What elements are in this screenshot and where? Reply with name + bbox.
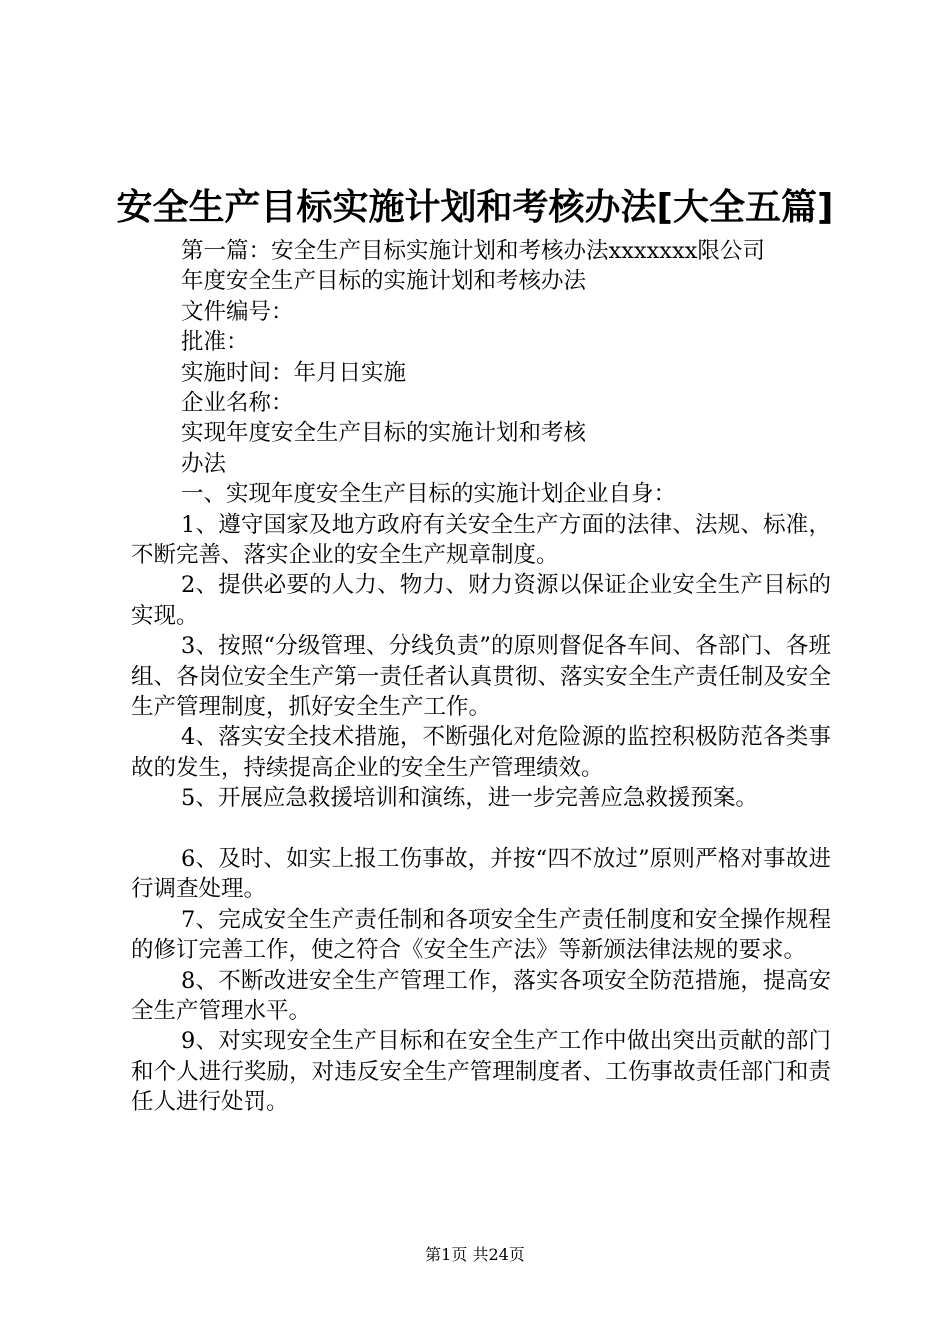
body-line: 实现年度安全生产目标的实施计划和考核 — [181, 420, 587, 447]
list-item: 5、开展应急救援培训和演练，进一步完善应急救援预案。 — [181, 785, 758, 812]
list-item: 1、遵守国家及地方政府有关安全生产方面的法律、法规、标准，不断完善、落实企业的安全生产规章制度。 — [131, 511, 831, 568]
list-item: 7、完成安全生产责任制和各项安全生产责任制度和安全操作规程的修订完善工作，使之符合《安全生产法》等新颁法律法规的要求。 — [131, 906, 831, 964]
list-item: 4、落实安全技术措施，不断强化对危险源的监控积极防范各类事故的发生，持续提高企业的安全生产管理绩效。 — [131, 724, 831, 781]
list-item: 3、按照“分级管理、分线负责”的原则督促各车间、各部门、各班组、各岗位安全生产第一责任者认真贯彻、落实安全生产责任制及安全生产管理制度，抓好安全生产工作。 — [131, 633, 831, 720]
blank-line — [131, 814, 831, 844]
page-footer: 第1页 共24页 — [425, 1245, 525, 1264]
list-item: 2、提供必要的人力、物力、财力资源以保证企业安全生产目标的实现。 — [131, 572, 831, 629]
body-line: 批准： — [181, 329, 249, 356]
list-item: 8、不断改进安全生产管理工作，落实各项安全防范措施，提高安全生产管理水平。 — [131, 967, 831, 1025]
body-line: 文件编号： — [181, 298, 294, 325]
list-item: 9、对实现安全生产目标和在安全生产工作中做出突出贡献的部门和个人进行奖励，对违反安全生产管理制度者、工伤事故责任部门和责任人进行处罚。 — [131, 1028, 831, 1116]
body-line: 企业名称： — [181, 389, 294, 416]
body-line: 办法 — [181, 450, 227, 477]
body-line: 实施时间：年月日实施 — [181, 359, 407, 386]
document-title: 安全生产目标实施计划和考核办法[大全五篇] — [116, 187, 834, 228]
document-body — [131, 236, 831, 1118]
body-line: 年度安全生产目标的实施计划和考核办法 — [181, 268, 587, 295]
body-line: 一、实现年度安全生产目标的实施计划企业自身： — [181, 481, 677, 508]
section-heading: 第一篇：安全生产目标实施计划和考核办法xxxxxxx限公司 — [181, 238, 765, 264]
list-item: 6、及时、如实上报工伤事故，并按“四不放过”原则严格对事故进行调查处理。 — [131, 845, 831, 903]
